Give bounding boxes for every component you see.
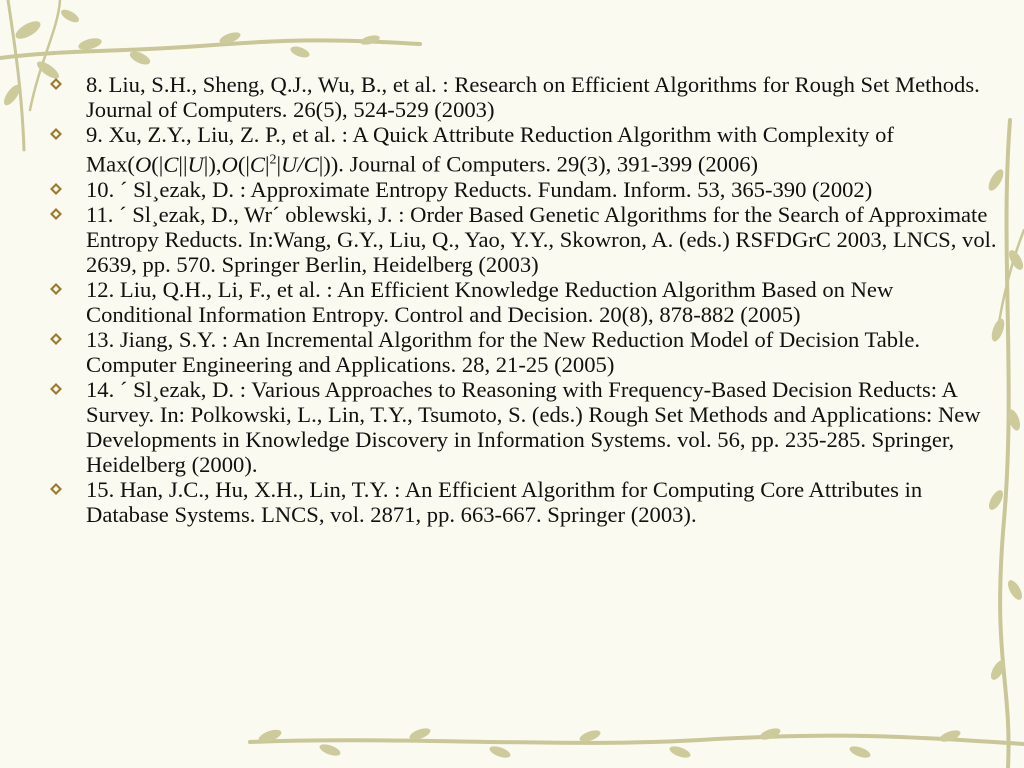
formula-symbol: O	[221, 151, 238, 177]
reference-text: 15. Han, J.C., Hu, X.H., Lin, T.Y. : An Efficient Algorithm for Computing Core Attributes in Database Systems. LNCS, vol. 2871, pp. 663-667. Springer (2003).	[86, 476, 928, 527]
reference-item-14	[46, 377, 1004, 477]
diamond-bullet-icon	[50, 283, 62, 295]
formula-symbol: U	[187, 151, 204, 177]
reference-text	[86, 122, 900, 177]
bottom-vine	[250, 736, 1024, 744]
reference-item-11	[46, 202, 1004, 277]
reference-item-8	[46, 72, 1004, 122]
reference-item-10	[46, 177, 1004, 202]
reference-text: 11. ´ Sl¸ezak, D., Wr´ oblewski, J. : Order Based Genetic Algorithms for the Search of Approximate Entropy Reducts. In:Wang, G.Y., Liu, Q., Yao, Y.Y., Skowron, A. (eds.) RSFDGrC 2003, LNCS, vol. 2639, pp. 570. Springer Berlin, Heidelberg (2003)	[86, 201, 1003, 277]
reference-text: 12. Liu, Q.H., Li, F., et al. : An Efficient Knowledge Reduction Algorithm Based on New Conditional Information Entropy. Control and Decision. 20(8), 878-882 (2005)	[86, 276, 899, 327]
diamond-bullet-icon	[50, 383, 62, 395]
formula-symbol: |))	[318, 151, 339, 177]
formula-symbol: O	[134, 151, 152, 177]
formula-symbol: U/C	[281, 151, 319, 177]
diamond-bullet-icon	[50, 333, 62, 345]
formula-symbol: ||	[178, 151, 188, 177]
reference-text: 10. ´ Sl¸ezak, D. : Approximate Entropy Reducts. Fundam. Inform. 53, 365-390 (2002)	[86, 176, 873, 202]
formula-symbol: (|	[237, 151, 250, 177]
reference-item-9	[46, 122, 1004, 177]
formula-symbol: (|	[151, 151, 164, 177]
reference-text: 13. Jiang, S.Y. : An Incremental Algorithm for the New Reduction Model of Decision Table. Computer Engineering and Applications. 28, 21-25 (2005)	[86, 326, 926, 377]
formula-symbol: |	[264, 151, 270, 177]
reference-list	[46, 72, 1004, 527]
reference-suffix: . Journal of Computers. 29(3), 391-399 (2006)	[338, 151, 759, 177]
formula-symbol: |),	[203, 151, 222, 177]
formula-symbol: C	[249, 151, 265, 177]
reference-text: 14. ´ Sl¸ezak, D. : Various Approaches to Reasoning with Frequency-Based Decision Reducts: A Survey. In: Polkowski, L., Lin, T.Y., Tsumoto, S. (eds.) Rough Set Methods and Applications: New Developments in Knowledge Discovery in Information Systems. vol. 56, pp. 235-285. Springer, Heidelberg (2000).	[86, 376, 987, 477]
diamond-bullet-icon	[50, 128, 62, 140]
formula-symbol: |	[276, 151, 282, 177]
complexity-formula	[135, 152, 338, 177]
formula-symbol: C	[163, 151, 179, 177]
reference-text: 8. Liu, S.H., Sheng, Q.J., Wu, B., et al. : Research on Efficient Algorithms for Rough Set Methods. Journal of Computers. 26(5), 524-529 (2003)	[86, 72, 986, 122]
diamond-bullet-icon	[50, 183, 62, 195]
diamond-bullet-icon	[50, 208, 62, 220]
reference-item-12	[46, 277, 1004, 327]
formula-superscript: 2	[269, 152, 277, 167]
reference-item-13	[46, 327, 1004, 377]
diamond-bullet-icon	[50, 483, 62, 495]
reference-prefix: 9. Xu, Z.Y., Liu, Z. P., et al. : A Quick Attribute Reduction Algorithm with Complexity of Max(	[86, 122, 900, 177]
diamond-bullet-icon	[50, 78, 62, 90]
reference-item-15	[46, 477, 1004, 527]
